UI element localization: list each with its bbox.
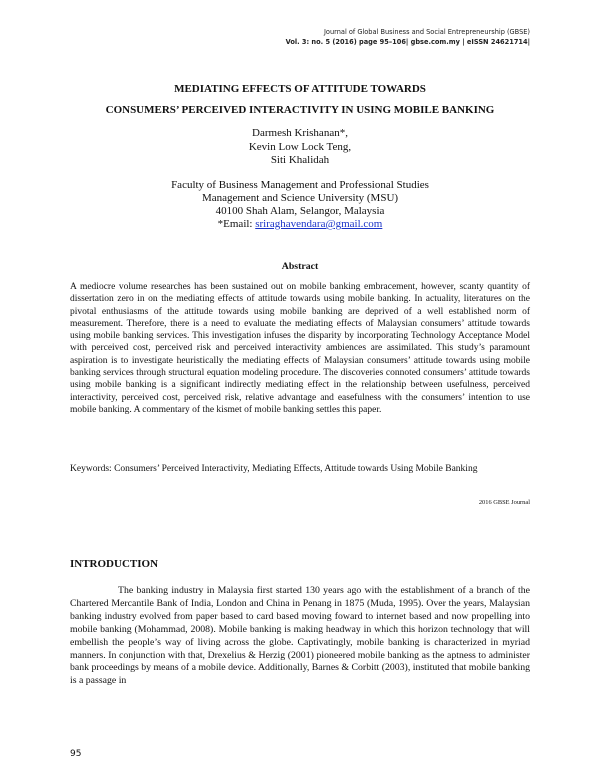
affiliation [70, 179, 530, 231]
introduction-body: The banking industry in Malaysia first started 130 years ago with the establishment of a branch of the Chartered Mercantile Bank of India, London and China in Penang in 1875 (Muda, 1995). Over the years, Malaysian banking industry evolved from paper based to card based moving foward to internet based and now propelling into mobile banking (Mohammad, 2008). Mobile banking is making headway in which this horizon technology that will embellish the people’s way of living across the globe. Captivatingly, mobile banking is characterized in myriad manners. In conjunction with that, Drexelius & Herzig (2001) pioneered mobile banking as the aptness to administer bank proceedings by means of a mobile device. Additionally, Barnes & Corbitt (2003), instituted that mobile banking is a passage in [70, 585, 530, 687]
university: Management and Science University (MSU) [201, 192, 399, 204]
email-label: *Email: [217, 218, 256, 230]
title-line-2: CONSUMERS’ PERCEIVED INTERACTIVITY IN USING MOBILE BANKING [105, 104, 495, 116]
paper-title [70, 79, 530, 121]
keywords: Keywords: Consumers’ Perceived Interactivity, Mediating Effects, Attitude towards Using Mobile Banking [70, 464, 478, 474]
journal-name: Journal of Global Business and Social Entrepreneurship (GBSE) [323, 28, 530, 36]
copyright-notice: 2016 GBSE Journal [478, 499, 530, 506]
author-3: Siti Khalidah [270, 154, 330, 166]
author-2: Kevin Low Lock Teng, [248, 140, 352, 153]
author-list [70, 127, 530, 168]
journal-info: Vol. 3: no. 5 (2016) page 95–106| gbse.com.my | eISSN 24621714| [285, 38, 530, 46]
journal-header [286, 27, 530, 47]
title-line-1: MEDIATING EFFECTS OF ATTITUDE TOWARDS [174, 83, 426, 95]
introduction-heading: INTRODUCTION [70, 558, 159, 570]
faculty: Faculty of Business Management and Professional Studies [171, 179, 429, 191]
page-number: 95 [70, 749, 82, 759]
author-1: Darmesh Krishanan*, [252, 127, 348, 139]
abstract-body: A mediocre volume researches has been sustained out on mobile banking embracement, however, scanty quantity of dissertation zero in on the mediating effects of attitude towards using mobile banking. In actuality, literatures on the pivotal enthusiasms of the attitude towards using mobile banking are deprived of a well established norm of measurement. Therefore, there is a need to evaluate the mediating effects of Malaysian consumers’ attitude towards using mobile banking services. This investigation infuses the disparity by incorporating Technology Acceptance Model with perceived cost, perceived risk and perceived interactivity ambiences are assimilated. This study’s paramount aspiration is to investigate heuristically the mediating effects of Malaysian consumers’ attitude towards using mobile banking services through structural equation modeling procedure. The discoveries connoted consumers’ attitude towards using mobile banking is a significant indirectly mediating effect in the relationship between usefulness, perceived interactivity, perceived cost, perceived risk, relative advantage and easefulness with the consumers’ intention to use mobile banking. A commentary of the kismet of mobile banking settles this paper. [70, 282, 530, 415]
email-line [70, 218, 530, 231]
abstract-heading: Abstract [281, 261, 319, 272]
email-link[interactable]: sriraghavendara@gmail.com [255, 218, 383, 230]
address: 40100 Shah Alam, Selangor, Malaysia [215, 205, 385, 217]
